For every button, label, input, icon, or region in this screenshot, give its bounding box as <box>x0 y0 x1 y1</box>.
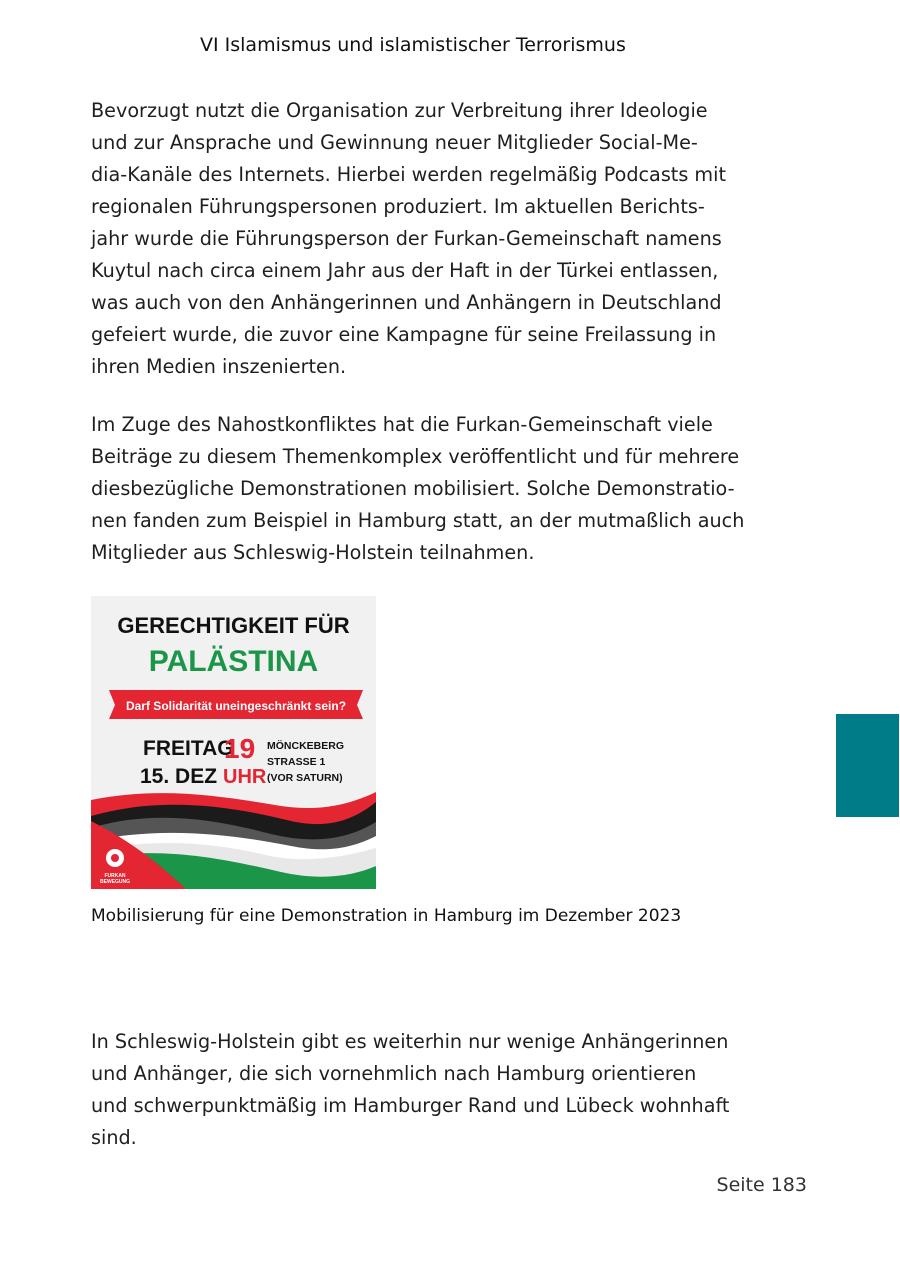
image-caption: Mobilisierung für eine Demonstration in Hamburg im Dezember 2023 <box>91 906 682 926</box>
paragraph-line: was auch von den Anhängerinnen und Anhängern in Deutschland <box>91 291 722 314</box>
page-number: Seite 183 <box>716 1174 807 1196</box>
paragraph-line: Bevorzugt nutzt die Organisation zur Verbreitung ihrer Ideologie <box>91 99 708 122</box>
paragraph-line: sind. <box>91 1126 137 1149</box>
paragraph-line: Im Zuge des Nahostkonfliktes hat die Furkan-Gemeinschaft viele <box>91 413 713 436</box>
poster-graphic <box>91 596 376 889</box>
paragraph-line: Beiträge zu diesem Themenkomplex veröffentlicht und für mehrere <box>91 445 740 468</box>
paragraph-line: In Schleswig-Holstein gibt es weiterhin nur wenige Anhängerinnen <box>91 1030 729 1053</box>
poster-logo-icon-inner <box>111 854 119 862</box>
poster-banner-text: Darf Solidarität uneingeschränkt sein? <box>125 699 347 713</box>
demonstration-poster-image <box>91 596 376 889</box>
paragraph-line: und zur Ansprache und Gewinnung neuer Mitglieder Social-Me- <box>91 131 698 154</box>
paragraph-line: diesbezügliche Demonstrationen mobilisiert. Solche Demonstratio- <box>91 477 735 500</box>
paragraph-line: jahr wurde die Führungsperson der Furkan-Gemeinschaft namens <box>91 227 722 250</box>
poster-location-3: (VOR SATURN) <box>267 772 343 784</box>
poster-location-1: MÖNCKEBERG <box>267 740 345 752</box>
poster-day: FREITAG <box>143 737 234 760</box>
poster-location-2: STRASSE 1 <box>267 756 326 768</box>
paragraph-line: Mitglieder aus Schleswig-Holstein teilnahmen. <box>91 541 535 564</box>
paragraph-line: Kuytul nach circa einem Jahr aus der Haft in der Türkei entlassen, <box>91 259 719 282</box>
poster-logo-line-2: BEWEGUNG <box>100 879 130 885</box>
poster-headline-1: GERECHTIGKEIT FÜR <box>117 613 350 638</box>
paragraph-schleswig-holstein <box>91 1026 761 1154</box>
poster-date: 15. DEZ <box>140 765 218 788</box>
paragraph-nahostkonflikt <box>91 409 761 569</box>
chapter-side-tab <box>836 714 899 817</box>
running-header: VI Islamismus und islamistischer Terrorismus <box>200 34 626 56</box>
paragraph-line: ihren Medien inszenierten. <box>91 355 347 378</box>
paragraph-line: dia-Kanäle des Internets. Hierbei werden regelmäßig Podcasts mit <box>91 163 726 186</box>
paragraph-line: und schwerpunktmäßig im Hamburger Rand und Lübeck wohnhaft <box>91 1094 730 1117</box>
poster-headline-2: PALÄSTINA <box>148 645 319 678</box>
poster-time-unit: UHR <box>223 766 267 788</box>
paragraph-social-media <box>91 95 761 383</box>
poster-time-number: 19 <box>224 733 256 764</box>
poster-logo-line-1: FURKAN <box>104 873 126 879</box>
paragraph-line: nen fanden zum Beispiel in Hamburg statt, an der mutmaßlich auch <box>91 509 745 532</box>
paragraph-line: regionalen Führungspersonen produziert. Im aktuellen Berichts- <box>91 195 705 218</box>
paragraph-line: gefeiert wurde, die zuvor eine Kampagne für seine Freilassung in <box>91 323 717 346</box>
paragraph-line: und Anhänger, die sich vornehmlich nach Hamburg orientieren <box>91 1062 697 1085</box>
